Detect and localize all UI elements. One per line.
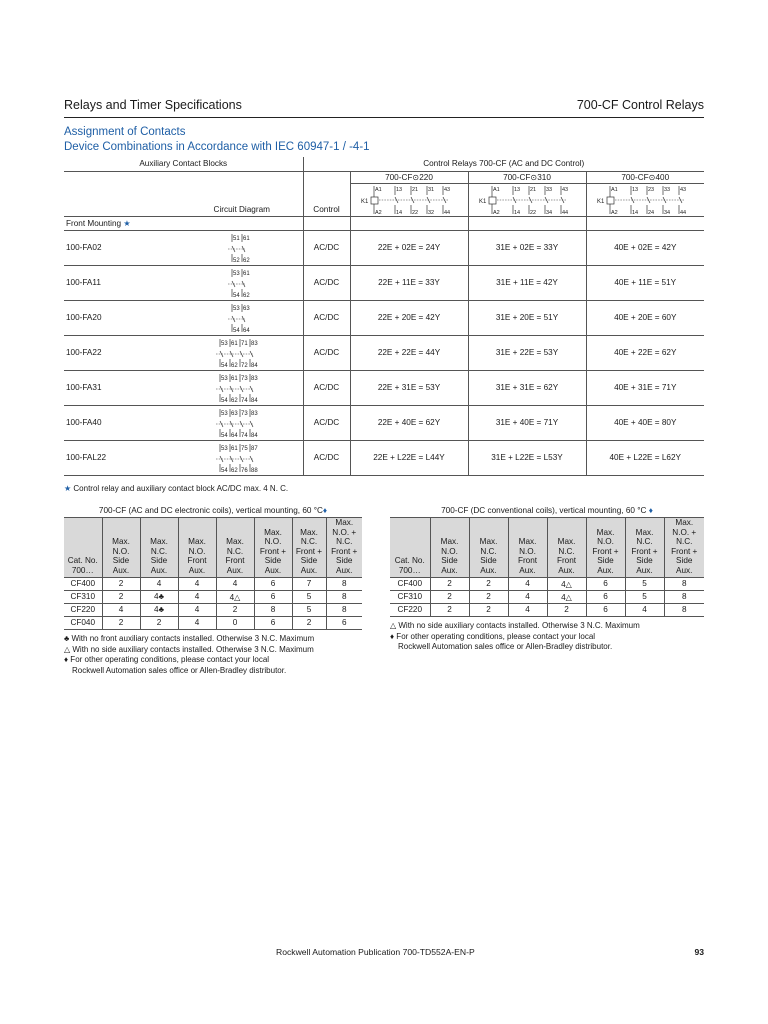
table-row [390,577,704,590]
relay-diagram-220 [350,183,468,216]
diamond-icon: ♦ [648,505,653,515]
terminal-label: 54 [220,467,228,474]
combination-value: 31E + 22E = 53Y [468,335,586,370]
value-cell: 4 [102,603,140,616]
terminal-label: 21 [412,186,419,193]
terminal-label: 44 [444,209,451,216]
combination-value: 22E + 31E = 53Y [350,370,468,405]
combination-value: 31E + 11E = 42Y [468,265,586,300]
value-cell: 4 [508,603,547,616]
value-cell: 8 [664,590,704,603]
value-cell: 4 [508,590,547,603]
value-cell: 4△ [547,577,586,590]
column-header: Max. N.O. Front Aux. [508,518,547,578]
cat-no-cell: CF400 [390,577,430,590]
section-title: Assignment of Contacts [64,126,186,138]
terminal-label: 64 [230,432,238,439]
conventional-coils-notes [390,621,640,653]
aux-block-name: 100-FA40 [64,405,181,440]
terminal-label: 63 [230,410,238,417]
column-header: Max. N.C. Front + Side Aux. [292,518,326,578]
control-type: AC/DC [303,300,350,335]
table-row [64,300,704,335]
terminal-label: 22 [412,209,419,216]
terminal-label: 14 [514,209,521,216]
combination-value: 22E + 11E = 33Y [350,265,468,300]
aux-circuit-diagram [212,337,272,369]
control-type: AC/DC [303,230,350,265]
circuit-diagram-cell [181,265,303,300]
footnote: ♦ For other operating conditions, please contact your local [64,655,270,664]
relay-header-400: 700-CF⊙400 [586,171,704,183]
value-cell: 4 [178,603,216,616]
relay-diagram-310 [468,183,586,216]
relay-diagram-400 [586,183,704,216]
combination-value: 40E + L22E = L62Y [586,440,704,475]
combination-value: 22E + 22E = 44Y [350,335,468,370]
value-cell: 4 [178,577,216,590]
combination-value: 22E + 40E = 62Y [350,405,468,440]
terminal-label: 33 [546,186,553,193]
terminal-label: 61 [230,375,238,382]
relay-circuit-diagram [477,184,577,216]
terminal-label: 61 [242,270,250,277]
aux-blocks-header: Auxiliary Contact Blocks [64,157,303,171]
terminal-label: 73 [240,375,248,382]
terminal-label: 62 [242,292,250,299]
main-note-text: Control relay and auxiliary contact block AC/DC max. 4 N. C. [73,484,289,493]
terminal-label: 87 [250,445,258,452]
column-header: Max. N.O. + N.C. Front + Side Aux. [664,518,704,578]
control-type: AC/DC [303,370,350,405]
circuit-diagram-cell [181,370,303,405]
footnote: △ With no side auxiliary contacts installed. Otherwise 3 N.C. Maximum [64,644,314,654]
terminal-label: 34 [546,209,553,216]
value-cell: 2 [469,603,508,616]
terminal-label: 13 [514,186,521,193]
value-cell: 2 [430,603,469,616]
circuit-diagram-cell [181,230,303,265]
terminal-label: A2 [611,209,618,216]
table-row [64,405,704,440]
terminal-label: 54 [220,432,228,439]
value-cell: 0 [216,616,254,629]
terminal-label: 61 [230,340,238,347]
footnote: ♦ For other operating conditions, please contact your local [390,631,596,641]
combination-value: 40E + 22E = 62Y [586,335,704,370]
terminal-label: 88 [250,467,258,474]
cat-no-cell: CF220 [64,603,102,616]
value-cell: 6 [254,590,292,603]
aux-circuit-diagram [212,372,272,404]
value-cell: 8 [664,603,704,616]
terminal-label: 83 [250,375,258,382]
terminal-label: 31 [428,186,435,193]
terminal-label: 24 [648,209,655,216]
aux-circuit-diagram [212,442,272,474]
cat-no-cell: CF400 [64,577,102,590]
column-header: Max. N.C. Side Aux. [469,518,508,578]
value-cell: 5 [625,577,664,590]
column-header: Max. N.C. Front Aux. [547,518,586,578]
control-type: AC/DC [303,405,350,440]
coil-label: K1 [479,198,487,205]
value-cell: 2 [216,603,254,616]
value-cell: 4♣ [140,590,178,603]
footnote: ♣ With no front auxiliary contacts installed. Otherwise 3 N.C. Maximum [64,634,315,643]
conventional-coils-title [390,503,704,518]
terminal-label: 71 [240,340,248,347]
combination-value: 22E + L22E = L44Y [350,440,468,475]
main-table-note [64,484,288,495]
value-cell: 2 [292,616,326,629]
combination-value: 40E + 31E = 71Y [586,370,704,405]
value-cell: 8 [254,603,292,616]
column-header: Cat. No. 700… [390,518,430,578]
cat-no-cell: CF310 [64,590,102,603]
terminal-label: 75 [240,445,248,452]
aux-block-name: 100-FA02 [64,230,181,265]
value-cell: 4 [140,577,178,590]
column-header: Max. N.O. Side Aux. [430,518,469,578]
coil-label: K1 [597,198,605,205]
column-header: Max. N.O. Side Aux. [102,518,140,578]
table-row [64,603,362,616]
value-cell: 4 [625,603,664,616]
value-cell: 6 [254,577,292,590]
aux-block-name: 100-FA20 [64,300,181,335]
terminal-label: 61 [242,235,250,242]
table-row [390,603,704,616]
terminal-label: 53 [220,410,228,417]
control-relays-header: Control Relays 700-CF (AC and DC Control) [303,157,704,171]
table-row [64,335,704,370]
conventional-coils-table [390,503,704,617]
value-cell: 2 [469,577,508,590]
terminal-label: 73 [240,410,248,417]
terminal-label: 43 [562,186,569,193]
aux-block-name: 100-FA31 [64,370,181,405]
value-cell: 4♣ [140,603,178,616]
value-cell: 8 [326,590,362,603]
column-header: Max. N.C. Side Aux. [140,518,178,578]
relay-header-220: 700-CF⊙220 [350,171,468,183]
header-right: 700-CF Control Relays [576,98,704,112]
terminal-label: 62 [230,362,238,369]
header-rule [64,117,704,118]
value-cell: 8 [664,577,704,590]
page-number: 93 [694,947,704,957]
table-row [390,590,704,603]
control-header: Control [303,171,350,216]
control-type: AC/DC [303,265,350,300]
diamond-icon: ♦ [322,505,328,515]
terminal-label: 53 [232,305,240,312]
value-cell: 2 [430,577,469,590]
aux-circuit-diagram [212,232,272,264]
table-row [64,577,362,590]
footer-publication: Rockwell Automation Publication 700-TD552A-EN-P [276,947,475,957]
terminal-label: 62 [230,397,238,404]
aux-circuit-diagram [212,302,272,334]
terminal-label: 54 [220,397,228,404]
combination-value: 31E + 40E = 71Y [468,405,586,440]
coil-box [371,197,378,204]
value-cell: 6 [586,590,625,603]
terminal-label: 13 [396,186,403,193]
terminal-label: 32 [428,209,435,216]
terminal-label: 23 [648,186,655,193]
section-subtitle: Device Combinations in Accordance with IEC 60947-1 / -4-1 [64,141,370,153]
circuit-diagram-header: Circuit Diagram [181,171,303,216]
contact-assignment-table [64,157,704,476]
value-cell: 2 [140,616,178,629]
value-cell: 2 [102,616,140,629]
value-cell: 6 [326,616,362,629]
electronic-coils-notes [64,634,314,676]
table-row [64,370,704,405]
terminal-label: 61 [230,445,238,452]
value-cell: 2 [469,590,508,603]
electronic-coils-title-text: 700-CF (AC and DC electronic coils), vertical mounting, 60 °C [98,505,323,515]
column-header: Max. N.O. Front + Side Aux. [586,518,625,578]
aux-block-name: 100-FA11 [64,265,181,300]
column-header: Max. N.C. Front + Side Aux. [625,518,664,578]
value-cell: 2 [102,577,140,590]
terminal-label: 84 [250,362,258,369]
combination-value: 40E + 11E = 51Y [586,265,704,300]
table-row [64,590,362,603]
front-mounting-label [64,216,303,230]
table-row [64,616,362,629]
combination-value: 31E + 31E = 62Y [468,370,586,405]
coil-box [489,197,496,204]
aux-block-name: 100-FA22 [64,335,181,370]
terminal-label: 53 [220,340,228,347]
combination-value: 40E + 40E = 80Y [586,405,704,440]
combination-value: 31E + 02E = 33Y [468,230,586,265]
terminal-label: 54 [232,292,240,299]
table-row [64,230,704,265]
terminal-label: 83 [250,340,258,347]
terminal-label: 76 [240,467,248,474]
terminal-label: 62 [242,257,250,264]
terminal-label: 34 [664,209,671,216]
coil-box [607,197,614,204]
control-type: AC/DC [303,335,350,370]
value-cell: 8 [326,577,362,590]
relay-header-310: 700-CF⊙310 [468,171,586,183]
terminal-label: 22 [530,209,537,216]
combination-value: 40E + 02E = 42Y [586,230,704,265]
circuit-diagram-cell [181,440,303,475]
value-cell: 8 [326,603,362,616]
aux-block-name: 100-FAL22 [64,440,181,475]
cat-no-cell: CF040 [64,616,102,629]
relay-circuit-diagram [595,184,695,216]
value-cell: 4 [178,590,216,603]
footnote: △ With no side auxiliary contacts installed. Otherwise 3 N.C. Maximum [390,621,640,630]
footnote: Rockwell Automation sales office or Allen-Bradley distributor. [398,642,613,651]
cat-no-cell: CF220 [390,603,430,616]
aux-circuit-diagram [212,267,272,299]
terminal-label: 43 [444,186,451,193]
terminal-label: 62 [230,467,238,474]
column-header: Max. N.O. Front Aux. [178,518,216,578]
value-cell: 6 [586,577,625,590]
column-header: Max. N.O. + N.C. Front + Side Aux. [326,518,362,578]
combination-value: 31E + L22E = L53Y [468,440,586,475]
terminal-label: 51 [232,235,240,242]
terminal-label: 83 [250,410,258,417]
terminal-label: 74 [240,397,248,404]
terminal-label: 84 [250,397,258,404]
table-row [64,265,704,300]
value-cell: 4 [508,577,547,590]
terminal-label: 53 [232,270,240,277]
terminal-label: 53 [220,445,228,452]
electronic-coils-table [64,503,362,630]
terminal-label: 52 [232,257,240,264]
footnote: Rockwell Automation sales office or Allen-Bradley distributor. [72,665,287,675]
column-header: Max. N.C. Front Aux. [216,518,254,578]
column-header: Cat. No. 700… [64,518,102,578]
aux-circuit-diagram [212,407,272,439]
terminal-label: A2 [375,209,382,216]
terminal-label: A1 [375,186,382,193]
value-cell: 2 [102,590,140,603]
terminal-label: 54 [232,327,240,334]
terminal-label: 44 [562,209,569,216]
terminal-label: 53 [220,375,228,382]
star-icon: ★ [64,484,72,493]
value-cell: 4 [178,616,216,629]
terminal-label: 64 [242,327,250,334]
combination-value: 22E + 20E = 42Y [350,300,468,335]
column-header: Max. N.O. Front + Side Aux. [254,518,292,578]
terminal-label: 72 [240,362,248,369]
relay-circuit-diagram [359,184,459,216]
cat-no-cell: CF310 [390,590,430,603]
terminal-label: 14 [396,209,403,216]
terminal-label: 13 [632,186,639,193]
conventional-coils-title-text: 700-CF (DC conventional coils), vertical mounting, 60 °C [441,505,647,515]
value-cell: 6 [586,603,625,616]
value-cell: 5 [625,590,664,603]
terminal-label: 74 [240,432,248,439]
terminal-label: 43 [680,186,687,193]
combination-value: 40E + 20E = 60Y [586,300,704,335]
coil-label: K1 [361,198,369,205]
control-type: AC/DC [303,440,350,475]
terminal-label: 33 [664,186,671,193]
value-cell: 7 [292,577,326,590]
terminal-label: 54 [220,362,228,369]
terminal-label: A1 [611,186,618,193]
header-left: Relays and Timer Specifications [64,98,242,112]
value-cell: 4△ [547,590,586,603]
value-cell: 2 [547,603,586,616]
value-cell: 6 [254,616,292,629]
combination-value: 22E + 02E = 24Y [350,230,468,265]
combination-value: 31E + 20E = 51Y [468,300,586,335]
value-cell: 4 [216,577,254,590]
circuit-diagram-cell [181,300,303,335]
terminal-label: A2 [493,209,500,216]
terminal-label: A1 [493,186,500,193]
circuit-diagram-cell [181,405,303,440]
circuit-diagram-cell [181,335,303,370]
value-cell: 2 [430,590,469,603]
electronic-coils-title [64,503,362,518]
star-icon: ★ [123,219,131,228]
value-cell: 4△ [216,590,254,603]
value-cell: 5 [292,603,326,616]
terminal-label: 14 [632,209,639,216]
value-cell: 5 [292,590,326,603]
terminal-label: 63 [242,305,250,312]
terminal-label: 84 [250,432,258,439]
table-row [64,440,704,475]
terminal-label: 21 [530,186,537,193]
terminal-label: 44 [680,209,687,216]
front-mounting-text: Front Mounting [66,219,122,228]
